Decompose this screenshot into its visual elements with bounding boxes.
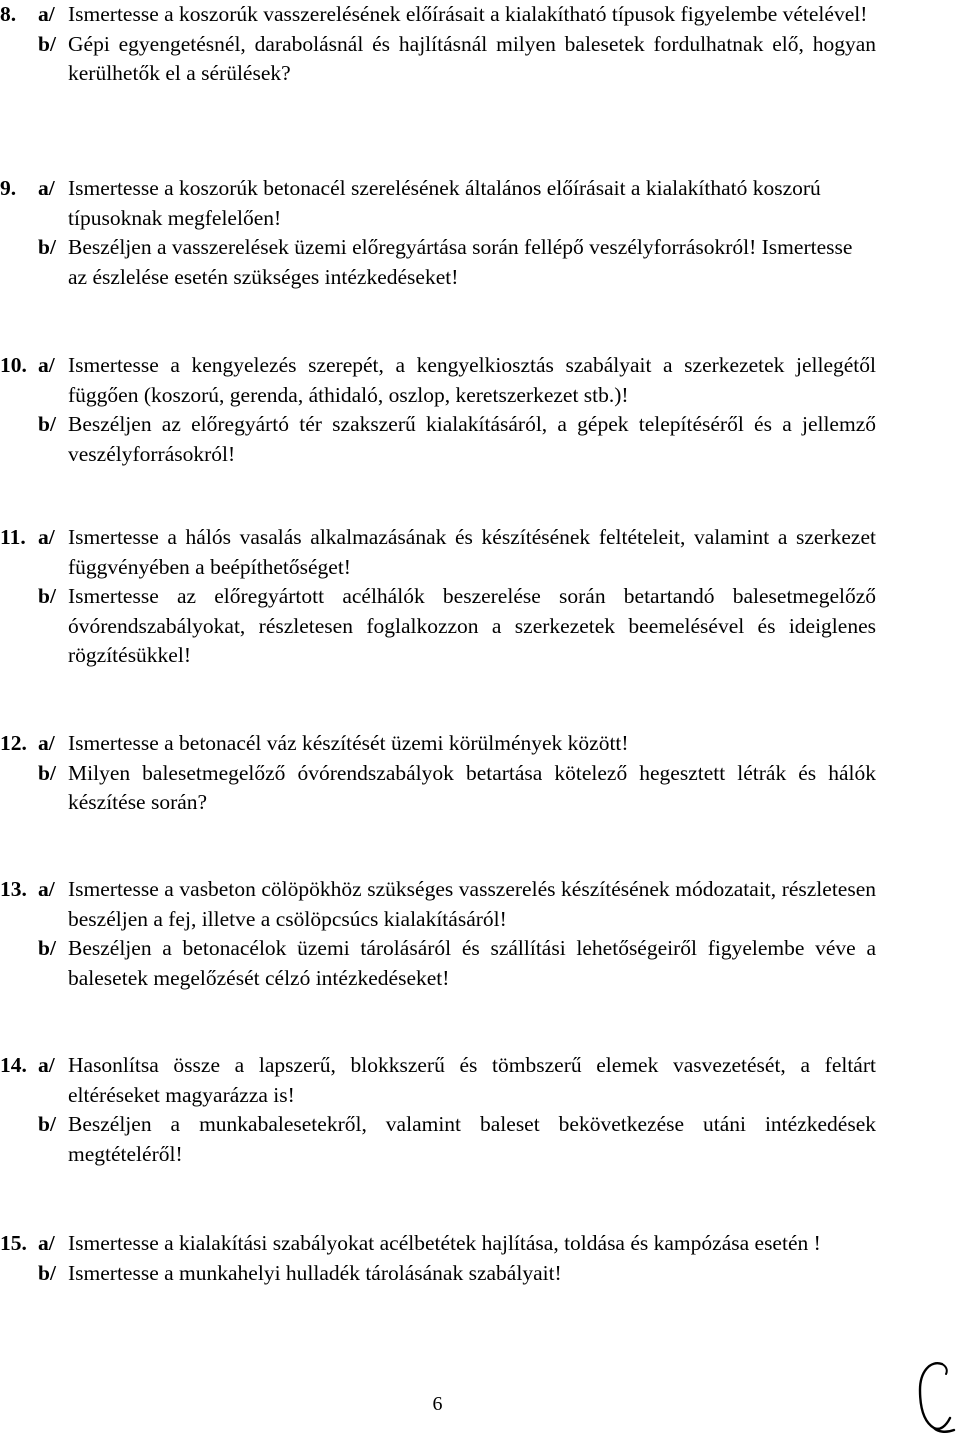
- page-number: 6: [432, 1393, 443, 1415]
- part-label: b/: [38, 936, 56, 960]
- part-text: Beszéljen az előregyártó tér szakszerű kialakításáról, a gépek telepítéséről és a jellemző veszélyforrásokról!: [68, 412, 876, 466]
- question-part-b: [0, 934, 876, 993]
- question-part-b: [0, 410, 876, 469]
- question-part-a: [0, 523, 876, 582]
- question-part-b: [0, 233, 876, 292]
- question-part-b: [0, 30, 876, 89]
- question-part-a: [0, 875, 876, 934]
- part-text: Ismertesse a vasbeton cölöpökhöz szükséges vasszerelés készítésének módozatait, részletesen beszéljen a fej, illetve a csölöpcsúcs kialakításáról!: [68, 877, 876, 931]
- part-label: b/: [38, 1260, 56, 1285]
- question-11: [0, 523, 960, 671]
- part-label: a/: [38, 176, 55, 200]
- part-text: Beszéljen a munkabalesetekről, valamint baleset bekövetkezése utáni intézkedések megtételéről!: [68, 1112, 876, 1166]
- handwritten-signature-icon: [912, 1356, 958, 1434]
- question-15: [0, 1229, 960, 1288]
- question-part-b: [0, 582, 876, 671]
- part-label: b/: [38, 235, 56, 259]
- part-text: Ismertesse a kengyelezés szerepét, a kengyelkiosztás szabályait a szerkezetek jellegétől függően (koszorú, gerenda, áthidaló, oszlop, keretszerkezet stb.)!: [68, 353, 876, 407]
- part-text: Beszéljen a vasszerelések üzemi előregyártása során fellépő veszélyforrásokról! Ismertesse az észlelése esetén szükséges intézkedéseket!: [68, 235, 853, 289]
- question-part-a: [0, 729, 876, 759]
- part-label: a/: [38, 353, 55, 377]
- question-part-b: [0, 1259, 876, 1289]
- question-part-a: [0, 174, 876, 233]
- part-text: Ismertesse a betonacél váz készítését üzemi körülmények között!: [68, 731, 629, 755]
- part-text: Ismertesse a munkahelyi hulladék tárolásának szabályait!: [68, 1260, 562, 1285]
- question-number: 11.: [0, 525, 26, 549]
- question-part-b: [0, 1110, 876, 1169]
- question-part-b: [0, 759, 876, 818]
- part-text: Ismertesse a hálós vasalás alkalmazásának és készítésének feltételeit, valamint a szerkezet függvényében a beépíthetőséget!: [68, 525, 876, 579]
- part-text: Ismertesse az előregyártott acélhálók beszerelése során betartandó balesetmegelőző óvórendszabályokat, részletesen foglalkozzon a szerkezetek beemelésével és ideiglenes rögzítésükkel!: [68, 584, 876, 667]
- question-part-a: [0, 1051, 876, 1110]
- part-label: b/: [38, 1112, 56, 1136]
- question-number: 13.: [0, 877, 27, 901]
- part-label: a/: [38, 1231, 55, 1255]
- question-part-a: [0, 351, 876, 410]
- part-text: Milyen balesetmegelőző óvórendszabályok betartása kötelező hegesztett létrák és hálók készítése során?: [68, 760, 876, 814]
- part-label: a/: [38, 525, 55, 549]
- part-label: b/: [38, 31, 56, 56]
- part-text: Gépi egyengetésnél, darabolásnál és hajlításnál milyen balesetek fordulhatnak elő, hogyan kerülhetők el a sérülések?: [68, 31, 876, 85]
- part-label: b/: [38, 584, 56, 608]
- part-label: a/: [38, 877, 55, 901]
- question-part-a: [0, 1229, 876, 1259]
- part-text: Ismertesse a koszorúk betonacél szerelésének általános előírásait a kialakítható koszorú típusoknak megfelelően!: [68, 176, 821, 230]
- part-label: b/: [38, 760, 56, 785]
- question-number: 15.: [0, 1231, 27, 1255]
- part-text: Ismertesse a kialakítási szabályokat acélbetétek hajlítása, toldása és kampózása esetén !: [68, 1231, 821, 1255]
- question-part-a: [0, 0, 876, 30]
- part-text: Hasonlítsa össze a lapszerű, blokkszerű és tömbszerű elemek vasvezetését, a feltárt eltéréseket magyarázza is!: [68, 1053, 876, 1107]
- question-number: 9.: [0, 176, 17, 200]
- question-9: [0, 174, 960, 292]
- question-13: [0, 875, 960, 993]
- question-10: [0, 351, 960, 469]
- question-number: 14.: [0, 1053, 27, 1077]
- question-number: 12.: [0, 731, 27, 755]
- part-label: a/: [38, 2, 55, 26]
- part-label: a/: [38, 1053, 55, 1077]
- question-number: 10.: [0, 353, 27, 377]
- question-number: 8.: [0, 2, 17, 26]
- part-label: b/: [38, 412, 56, 436]
- question-12: [0, 729, 960, 818]
- question-8: [0, 0, 960, 89]
- part-text: Beszéljen a betonacélok üzemi tárolásáról és szállítási lehetőségeiről figyelembe véve a balesetek megelőzését célzó intézkedéseket!: [68, 936, 876, 990]
- question-14: [0, 1051, 960, 1169]
- part-label: a/: [38, 731, 55, 755]
- part-text: Ismertesse a koszorúk vasszerelésének előírásait a kialakítható típusok figyelembe vételével!: [68, 2, 868, 26]
